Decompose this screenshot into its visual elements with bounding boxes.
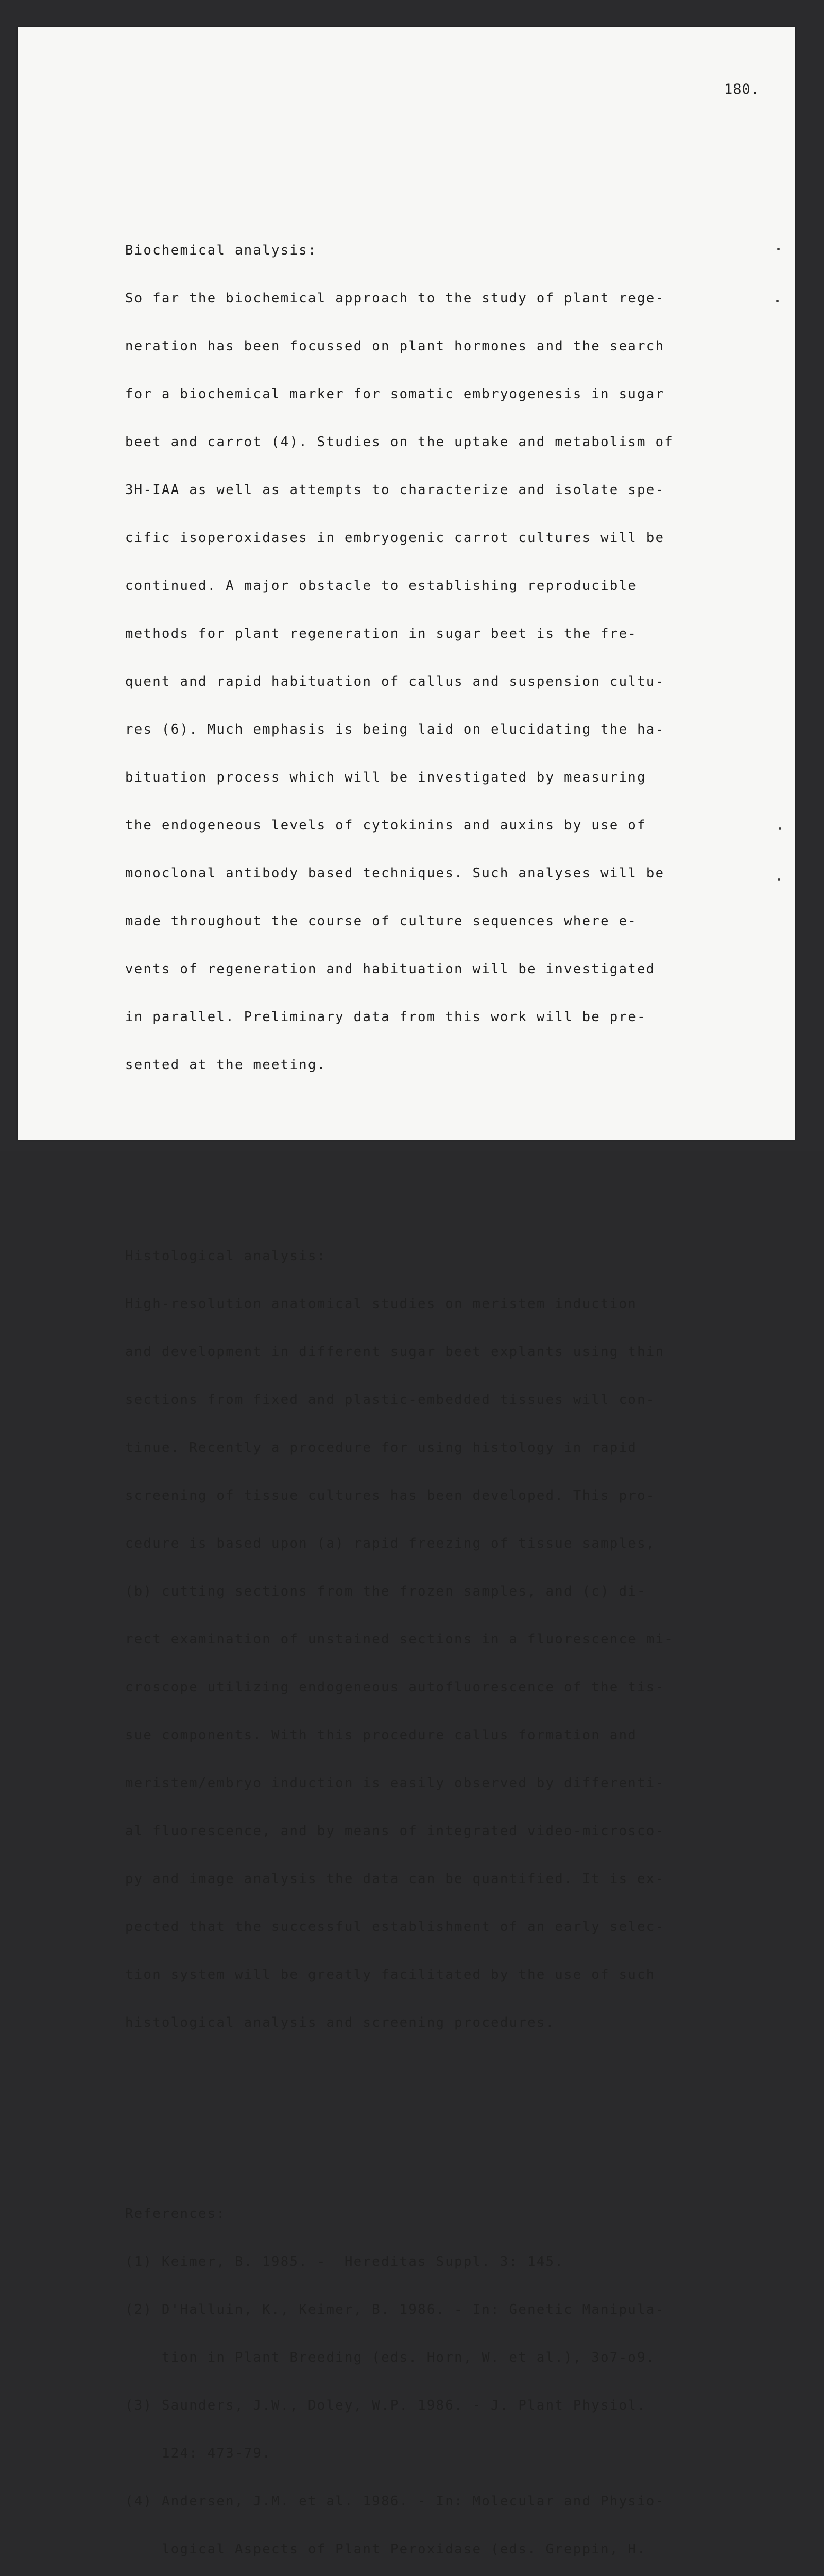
reference-line: 124: 473-79.: [125, 2446, 272, 2461]
histological-section: [125, 1216, 702, 2063]
paragraph-line: the endogeneous levels of cytokinins and auxins by use of: [125, 818, 646, 833]
paragraph-line: al fluorescence, and by means of integrated video-microsco-: [125, 1823, 665, 1839]
section-heading-histological: Histological analysis:: [125, 1248, 327, 1264]
paragraph-line: sented at the meeting.: [125, 1057, 327, 1073]
paragraph-line: histological analysis and screening procedures.: [125, 2015, 555, 2030]
paragraph-line: tinue. Recently a procedure for using histology in rapid: [125, 1440, 638, 1455]
paragraph-line: croscope utilizing endogeneous autofluorescence of the tis-: [125, 1680, 665, 1695]
reference-line: (1) Keimer, B. 1985. - Hereditas Suppl. 3: 145.: [125, 2254, 564, 2269]
paragraph-line: monoclonal antibody based techniques. Such analyses will be: [125, 866, 665, 881]
margin-mark: [779, 827, 781, 830]
section-spacer: [125, 1153, 702, 1168]
reference-line: (3) Saunders, J.W., Doley, W.P. 1986. - J. Plant Physiol.: [125, 2398, 646, 2413]
paragraph-line: vents of regeneration and habituation will be investigated: [125, 961, 656, 977]
document-body: [125, 163, 702, 2576]
paragraph-line: sections from fixed and plastic-embedded tissues will con-: [125, 1392, 656, 1408]
section-heading-biochemical: Biochemical analysis:: [125, 243, 317, 258]
paragraph-line: res (6). Much emphasis is being laid on elucidating the ha-: [125, 722, 665, 737]
paragraph-line: methods for plant regeneration in sugar beet is the fre-: [125, 626, 638, 641]
margin-mark: [777, 248, 780, 250]
paragraph-line: screening of tissue cultures has been developed. This pro-: [125, 1488, 656, 1503]
reference-line: logical Aspects of Plant Peroxidase (eds. Greppin, H.: [125, 2541, 646, 2557]
paragraph-line: made throughout the course of culture sequences where e-: [125, 913, 638, 929]
paragraph-line: So far the biochemical approach to the study of plant rege-: [125, 291, 665, 306]
paragraph-line: bituation process which will be investigated by measuring: [125, 770, 646, 785]
paragraph-line: in parallel. Preliminary data from this work will be pre-: [125, 1009, 646, 1025]
paragraph-line: for a biochemical marker for somatic embryogenesis in sugar: [125, 386, 665, 402]
paragraph-line: cific isoperoxidases in embryogenic carrot cultures will be: [125, 530, 665, 546]
page-number: 180.: [724, 81, 760, 97]
paragraph-line: pected that the successful establishment of an early selec-: [125, 1919, 665, 1935]
paragraph-line: cedure is based upon (a) rapid freezing of tissue samples,: [125, 1536, 656, 1551]
paragraph-line: (b) cutting sections from the frozen samples, and (c) di-: [125, 1584, 646, 1599]
paragraph-line: neration has been focussed on plant hormones and the search: [125, 338, 665, 354]
paragraph-line: and development in different sugar beet explants using thin: [125, 1344, 665, 1360]
section-spacer: [125, 2111, 702, 2126]
paragraph-line: py and image analysis the data can be quantified. It is ex-: [125, 1871, 665, 1887]
section-heading-references: References:: [125, 2206, 226, 2222]
paragraph-line: 3H-IAA as well as attempts to characterize and isolate spe-: [125, 482, 665, 498]
paragraph-line: quent and rapid habituation of callus and suspension cultu-: [125, 674, 665, 689]
paragraph-line: beet and carrot (4). Studies on the uptake and metabolism of: [125, 434, 674, 450]
paragraph-line: sue components. With this procedure callus formation and: [125, 1727, 638, 1743]
reference-line: (4) Andersen, J.M. et al. 1986. - In: Molecular and Physio-: [125, 2494, 665, 2509]
biochemical-section: [125, 211, 702, 1105]
paragraph-line: meristem/embryo induction is easily observed by differenti-: [125, 1775, 665, 1791]
margin-mark: [776, 300, 779, 302]
references-section: [125, 2174, 702, 2576]
paragraph-line: High-resolution anatomical studies on meristem induction: [125, 1296, 638, 1312]
margin-mark: [778, 878, 780, 881]
paragraph-line: continued. A major obstacle to establishing reproducible: [125, 578, 638, 594]
reference-line: tion in Plant Breeding (eds. Horn, W. et al.), 3o7-o9.: [125, 2350, 656, 2365]
paragraph-line: rect examination of unstained sections in a fluorescence mi-: [125, 1632, 674, 1647]
reference-line: (2) D'Halluin, K., Keimer, B. 1986. - In: Genetic Manipula-: [125, 2302, 665, 2317]
paragraph-line: tion system will be greatly facilitated by the use of such: [125, 1967, 656, 1982]
